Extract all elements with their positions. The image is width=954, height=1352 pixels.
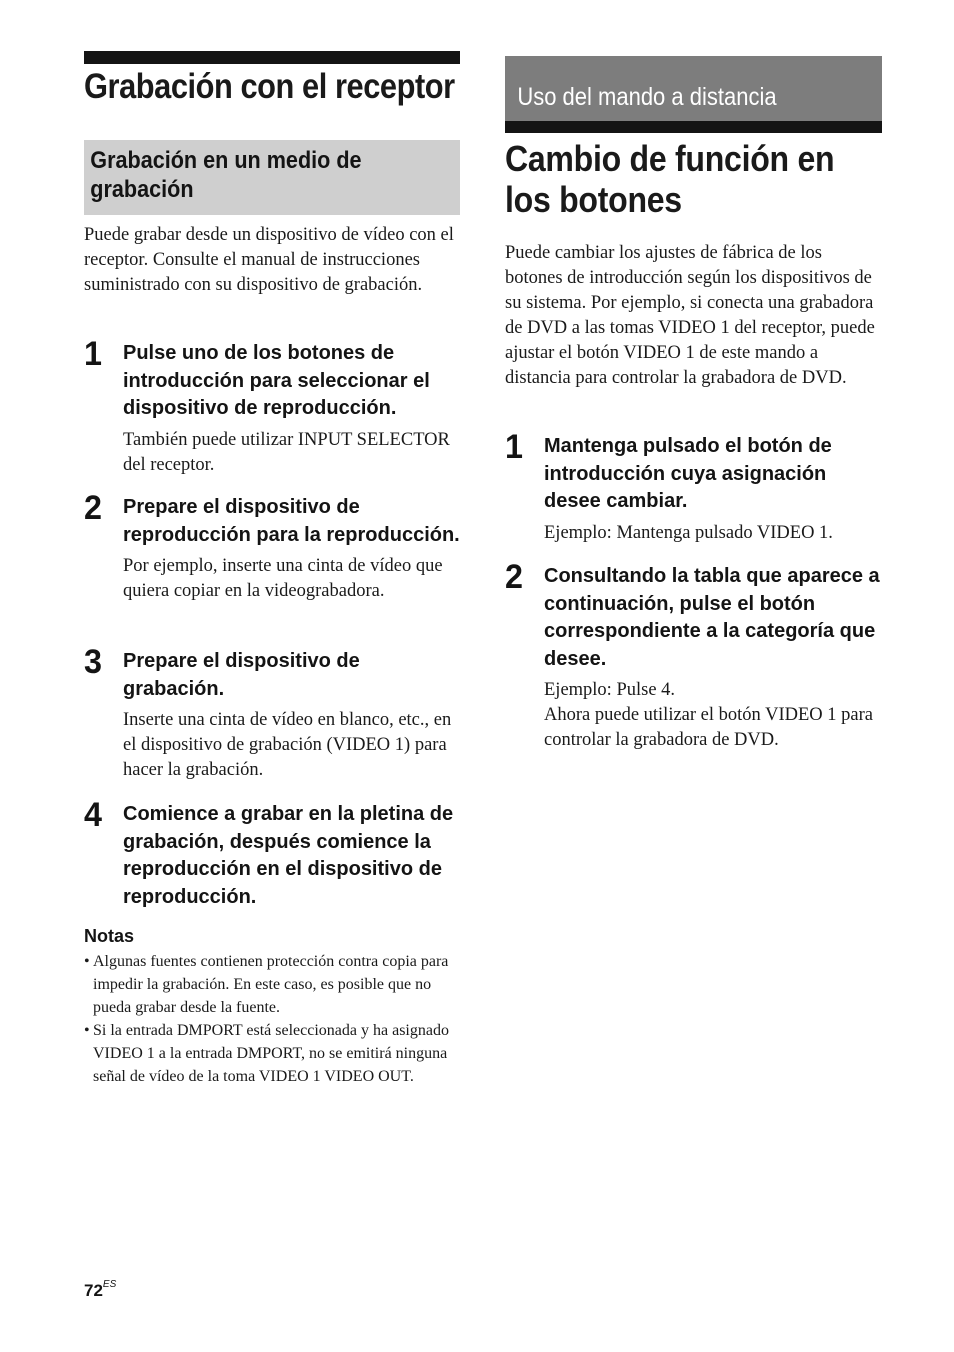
- step-description: Ejemplo: Pulse 4.: [544, 680, 676, 700]
- step-description: Inserte una cinta de vídeo en blanco, etc., en el dispositivo de grabación (VIDEO 1) para hacer la grabación.: [123, 710, 452, 780]
- notes-list: [84, 950, 460, 1088]
- step-number: 2: [505, 558, 523, 596]
- step-4: [84, 796, 460, 911]
- step-2: [505, 558, 882, 753]
- step-description: Ejemplo: Mantenga pulsado VIDEO 1.: [544, 522, 833, 543]
- note-item: • Algunas fuentes contienen protección contra copia para impedir la grabación. En este caso, es posible que no pueda grabar desde la fuente.: [84, 950, 460, 1019]
- step-description-continued: Ahora puede utilizar el botón VIDEO 1 para controlar la grabadora de DVD.: [544, 705, 873, 750]
- section-band-label: Uso del mando a distancia: [517, 83, 777, 111]
- notes-heading: Notas: [84, 926, 135, 946]
- step-3: [84, 643, 460, 783]
- step-description: También puede utilizar INPUT SELECTOR del receptor.: [123, 429, 450, 475]
- page-number: [84, 1281, 116, 1301]
- title-rule: [84, 51, 460, 64]
- step-title: Pulse uno de los botones de introducción para seleccionar el dispositivo de reproducción.: [123, 342, 430, 419]
- intro-paragraph: Puede grabar desde un dispositivo de vídeo con el receptor. Consulte el manual de instrucciones suministrado con su dispositivo de grabación.: [84, 225, 454, 295]
- step-number: 1: [84, 335, 102, 373]
- step-title: Comience a grabar en la pletina de grabación, después comience la reproducción en el dispositivo de reproducción.: [123, 803, 454, 908]
- step-1: [84, 335, 460, 478]
- page-title: Grabación con el receptor: [84, 67, 455, 106]
- subheading-box: [84, 140, 460, 215]
- step-title: Prepare el dispositivo de reproducción para la reproducción.: [123, 496, 460, 546]
- step-2: [84, 489, 460, 604]
- step-title: Mantenga pulsado el botón de introducción cuya asignación desee cambiar.: [544, 435, 832, 512]
- step-number: 3: [84, 643, 102, 681]
- step-description: Por ejemplo, inserte una cinta de vídeo que quiera copiar en la videograbadora.: [123, 556, 443, 601]
- section-band: [505, 56, 882, 121]
- step-number: 1: [505, 428, 523, 466]
- note-item: • Si la entrada DMPORT está seleccionada y ha asignado VIDEO 1 a la entrada DMPORT, no se emitirá ninguna señal de vídeo de la toma VIDEO 1 VIDEO OUT.: [84, 1019, 460, 1088]
- page-number-value: 72: [84, 1281, 103, 1300]
- section-rule: [505, 121, 882, 133]
- intro-paragraph: Puede cambiar los ajustes de fábrica de los botones de introducción según los dispositivos de su sistema. Por ejemplo, si conecta una grabadora de DVD a las tomas VIDEO 1 del receptor, puede ajustar el botón VIDEO 1 de este mando a distancia para controlar la grabadora de DVD.: [505, 243, 875, 388]
- step-title: Prepare el dispositivo de grabación.: [123, 650, 360, 700]
- step-1: [505, 428, 882, 546]
- step-title: Consultando la tabla que aparece a continuación, pulse el botón correspondiente a la categoría que desee.: [544, 565, 880, 670]
- section-title: Cambio de función en los botones: [505, 138, 835, 220]
- page-number-suffix: ES: [102, 1279, 117, 1290]
- subheading: Grabación en un medio de grabación: [90, 147, 362, 203]
- step-number: 4: [84, 796, 102, 834]
- step-number: 2: [84, 489, 102, 527]
